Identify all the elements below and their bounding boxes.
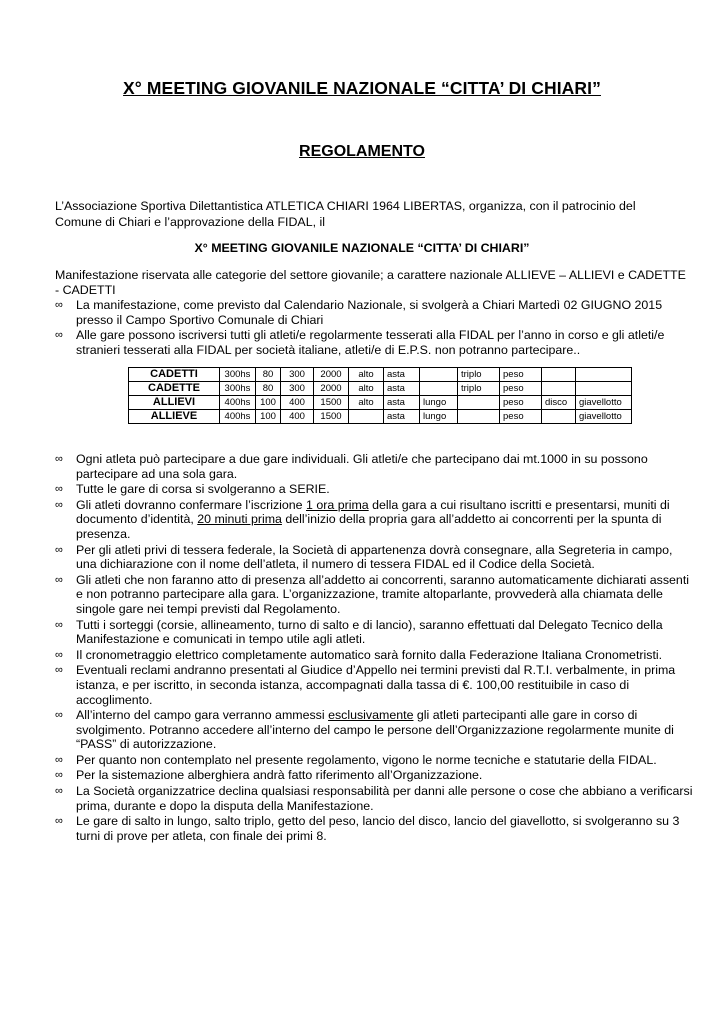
table-cell: 300hs bbox=[220, 368, 256, 382]
text-fragment: Gli atleti dovranno confermare l’iscrizione bbox=[76, 497, 307, 512]
list-item bbox=[55, 814, 695, 843]
list-item bbox=[55, 663, 695, 707]
bullet-icon: ∞ bbox=[55, 664, 63, 677]
bullet-icon: ∞ bbox=[55, 709, 63, 722]
underlined-text: 20 minuti prima bbox=[197, 512, 282, 527]
categories-paragraph: Manifestazione riservata alle categorie del settore giovanile; a carattere nazionale ALLIEVE – ALLIEVI e CADETTE - CADETTI bbox=[55, 268, 686, 297]
table-cell bbox=[542, 410, 576, 424]
table-cell: asta bbox=[384, 368, 420, 382]
table-cell: giavellotto bbox=[576, 410, 632, 424]
table-cell bbox=[349, 410, 384, 424]
bullet-icon: ∞ bbox=[55, 543, 63, 556]
table-cell bbox=[458, 396, 500, 410]
list-item-text: Alle gare possono iscriversi tutti gli atleti/e regolarmente tesserati alla FIDAL per l’anno in corso e gli atleti/e stranieri tesserati alla FIDAL per società italiane, atleti/e di E.P.S. non potranno partecipare.. bbox=[76, 328, 665, 357]
intro-paragraph: L’Associazione Sportiva Dilettantistica ATLETICA CHIARI 1964 LIBERTAS, organizza, con il patrocinio del Comune di Chiari e l’approvazione della FIDAL, il bbox=[55, 199, 636, 229]
top-bullet-list bbox=[55, 298, 695, 358]
event-heading: X° MEETING GIOVANILE NAZIONALE “CITTA’ DI CHIARI” bbox=[194, 241, 530, 255]
table-cell: 80 bbox=[256, 368, 281, 382]
list-item bbox=[55, 708, 695, 752]
bullet-icon: ∞ bbox=[55, 618, 63, 631]
bullet-icon: ∞ bbox=[55, 299, 63, 311]
table-cell: 300 bbox=[281, 368, 314, 382]
list-item-text: La Società organizzatrice declina qualsiasi responsabilità per danni alle persone o cose che abbiano a verificarsi prima, durante e dopo la disputa della Manifestazione. bbox=[76, 784, 693, 813]
list-item bbox=[55, 498, 695, 542]
table-cell: asta bbox=[384, 410, 420, 424]
table-category-cell: CADETTE bbox=[129, 382, 220, 396]
list-item-text: Per la sistemazione alberghiera andrà fatto riferimento all’Organizzazione. bbox=[76, 768, 483, 783]
table-cell: 300 bbox=[281, 382, 314, 396]
table-cell: asta bbox=[384, 396, 420, 410]
table-cell: 400hs bbox=[220, 396, 256, 410]
list-item-text: Gli atleti che non faranno atto di presenza all’addetto ai concorrenti, saranno automaticamente dichiarati assenti e non potranno partecipare alla gara. L’organizzazione, tramite altoparlante, provvederà alla chiamata delle singole gare nei tempi previsti dal Regolamento. bbox=[76, 572, 690, 616]
table-row bbox=[129, 410, 632, 424]
table-cell: 2000 bbox=[314, 382, 349, 396]
bullet-icon: ∞ bbox=[55, 483, 63, 496]
list-item-text: La manifestazione, come previsto dal Calendario Nazionale, si svolgerà a Chiari Martedì 02 GIUGNO 2015 presso il Campo Sportivo Comunale di Chiari bbox=[76, 298, 663, 327]
list-item bbox=[55, 573, 695, 617]
list-item-text: Eventuali reclami andranno presentati al Giudice d’Appello nei termini previsti dal R.T.I. verbalmente, in prima istanza, e per iscritto, in seconda istanza, accompagnati dalla tassa di €. 100,00 restituibile in caso di accoglimento. bbox=[76, 663, 676, 707]
table-cell: alto bbox=[349, 368, 384, 382]
table-cell bbox=[420, 368, 458, 382]
table-cell: giavellotto bbox=[576, 396, 632, 410]
events-table bbox=[128, 367, 632, 424]
table-cell: peso bbox=[500, 396, 542, 410]
list-item bbox=[55, 328, 695, 357]
table-cell: 300hs bbox=[220, 382, 256, 396]
bullet-icon: ∞ bbox=[55, 785, 63, 798]
table-category-cell: ALLIEVI bbox=[129, 396, 220, 410]
table-cell: triplo bbox=[458, 368, 500, 382]
list-item-text bbox=[76, 708, 674, 751]
bullet-icon: ∞ bbox=[55, 753, 63, 766]
table-cell: 1500 bbox=[314, 410, 349, 424]
rules-bullet-list bbox=[55, 452, 695, 844]
table-cell: 100 bbox=[256, 410, 281, 424]
list-item bbox=[55, 298, 695, 327]
table-cell bbox=[420, 382, 458, 396]
table-cell bbox=[458, 410, 500, 424]
list-item-text bbox=[76, 498, 670, 541]
table-cell bbox=[576, 382, 632, 396]
bullet-icon: ∞ bbox=[55, 453, 63, 465]
table-cell: 2000 bbox=[314, 368, 349, 382]
table-cell: 400 bbox=[281, 410, 314, 424]
list-item bbox=[55, 768, 695, 783]
table-cell bbox=[576, 368, 632, 382]
table-cell: peso bbox=[500, 382, 542, 396]
list-item-text: Tutte le gare di corsa si svolgeranno a SERIE. bbox=[76, 482, 330, 497]
table-cell: alto bbox=[349, 382, 384, 396]
table-cell: 1500 bbox=[314, 396, 349, 410]
table-cell: 100 bbox=[256, 396, 281, 410]
list-item bbox=[55, 648, 695, 663]
document-title: X° MEETING GIOVANILE NAZIONALE “CITTA’ DI CHIARI” bbox=[123, 78, 601, 98]
table-cell: lungo bbox=[420, 396, 458, 410]
bullet-icon: ∞ bbox=[55, 498, 63, 511]
table-cell: 400hs bbox=[220, 410, 256, 424]
bullet-icon: ∞ bbox=[55, 573, 63, 586]
list-item-text: Il cronometraggio elettrico completamente automatico sarà fornito dalla Federazione Italiana Cronometristi. bbox=[76, 647, 663, 662]
bullet-icon: ∞ bbox=[55, 815, 63, 828]
table-cell: asta bbox=[384, 382, 420, 396]
underlined-text: esclusivamente bbox=[328, 708, 414, 723]
table-row bbox=[129, 396, 632, 410]
list-item-text: Per gli atleti privi di tessera federale, la Società di appartenenza dovrà consegnare, alla Segreteria in campo, una dichiarazione con il nome dell’atleta, il numero di tessera FIDAL ed il Codice della Società. bbox=[76, 542, 673, 572]
list-item bbox=[55, 784, 695, 813]
list-item bbox=[55, 753, 695, 768]
bullet-icon: ∞ bbox=[55, 769, 63, 782]
text-fragment: gli atleti partecipanti alle gare in corso di svolgimento. Potranno accedere all’interno del campo le persone dell’Organizzazione regolarmente munite di “PASS” di autorizzazione. bbox=[76, 708, 674, 752]
list-item-text: Tutti i sorteggi (corsie, allineamento, turno di salto e di lancio), saranno effettuati dal Delegato Tecnico della Manifestazione e comunicati in tempo utile agli atleti. bbox=[76, 617, 663, 647]
table-cell: lungo bbox=[420, 410, 458, 424]
list-item bbox=[55, 482, 695, 497]
table-cell: disco bbox=[542, 396, 576, 410]
list-item bbox=[55, 618, 695, 647]
table-category-cell: ALLIEVE bbox=[129, 410, 220, 424]
underlined-text: 1 ora prima bbox=[306, 497, 369, 512]
table-category-cell: CADETTI bbox=[129, 368, 220, 382]
list-item-text: Le gare di salto in lungo, salto triplo, getto del peso, lancio del disco, lancio del giavellotto, si svolgeranno su 3 turni di prove per atleta, con finale dei primi 8. bbox=[76, 814, 680, 843]
bullet-icon: ∞ bbox=[55, 329, 63, 342]
bullet-icon: ∞ bbox=[55, 648, 63, 661]
text-fragment: della gara a cui risultano iscritti e presentarsi, muniti di documento d’identità, bbox=[76, 497, 670, 527]
table-cell: alto bbox=[349, 396, 384, 410]
list-item-text: Per quanto non contemplato nel presente regolamento, vigono le norme tecniche e statutarie della FIDAL. bbox=[76, 752, 657, 767]
table-cell: 80 bbox=[256, 382, 281, 396]
table-cell: triplo bbox=[458, 382, 500, 396]
list-item-text: Ogni atleta può partecipare a due gare individuali. Gli atleti/e che partecipano dai mt.1000 in su possono partecipare ad una sola gara. bbox=[76, 452, 648, 481]
table-cell: peso bbox=[500, 410, 542, 424]
list-item bbox=[55, 543, 695, 572]
document-subtitle: REGOLAMENTO bbox=[299, 143, 425, 160]
text-fragment: All’interno del campo gara verranno ammessi bbox=[76, 708, 329, 723]
table-cell bbox=[542, 368, 576, 382]
table-cell: 400 bbox=[281, 396, 314, 410]
table-row bbox=[129, 382, 632, 396]
list-item bbox=[55, 452, 695, 481]
table-cell: peso bbox=[500, 368, 542, 382]
table-row bbox=[129, 368, 632, 382]
text-fragment: dell’inizio della propria gara all’addetto ai concorrenti per la spunta di presenza. bbox=[76, 512, 662, 541]
table-cell bbox=[542, 382, 576, 396]
